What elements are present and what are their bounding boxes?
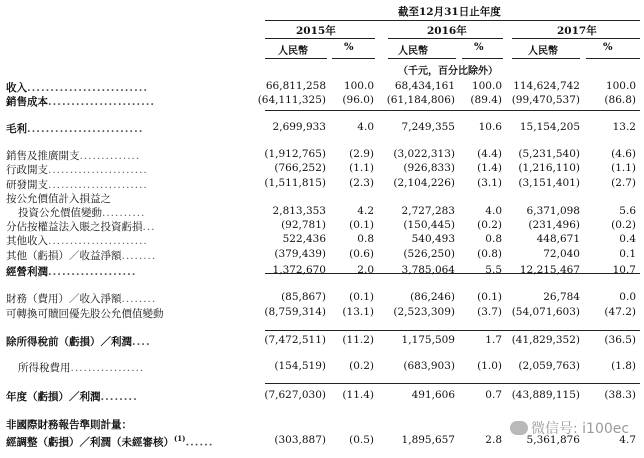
- table-cell: 66,811,258: [265, 80, 326, 92]
- row-label-text: 其他收入: [6, 235, 48, 247]
- table-cell: (1.8): [611, 360, 636, 372]
- row-label-text: 財務（費用）／收入淨額: [6, 293, 122, 305]
- table-cell: (13.1): [342, 306, 374, 318]
- table-cell: 2.0: [357, 264, 374, 276]
- table-cell: 491,606: [411, 389, 455, 401]
- subtotal-rule-year: [265, 383, 640, 384]
- row-label: [6, 291, 156, 306]
- table-cell: 114,624,742: [513, 80, 580, 92]
- subtotal-rule-pretax: [265, 330, 640, 331]
- table-cell: 12,215,467: [519, 264, 580, 276]
- row-label: [6, 94, 155, 109]
- table-cell: (683,903): [403, 360, 455, 372]
- table-cell: 15,154,205: [519, 121, 580, 133]
- leader-dots: ........: [121, 293, 157, 305]
- table-cell: (3.1): [477, 177, 502, 189]
- table-cell: (303,887): [274, 434, 326, 446]
- table-cell: (11.2): [342, 334, 374, 346]
- table-cell: (92,781): [281, 219, 326, 231]
- table-cell: (926,833): [403, 162, 455, 174]
- table-cell: 4.0: [357, 121, 374, 133]
- table-cell: (766,252): [274, 162, 326, 174]
- row-label-text: 收入: [6, 82, 27, 94]
- year-2016: 2016年: [427, 25, 467, 37]
- table-cell: (43,889,115): [511, 389, 580, 401]
- table-cell: 26,784: [543, 291, 580, 303]
- table-cell: 0.0: [619, 291, 636, 303]
- table-cell: 5,361,876: [526, 434, 580, 446]
- table-cell: (3,151,401): [518, 177, 580, 189]
- table-cell: (1.1): [349, 162, 374, 174]
- table-cell: (4.6): [611, 148, 636, 160]
- leader-dots: ....: [132, 336, 151, 348]
- table-cell: (2,523,309): [393, 306, 455, 318]
- col-rule-rmb-2015: [265, 58, 327, 59]
- table-cell: 0.4: [619, 233, 636, 245]
- table-cell: 1.7: [485, 334, 502, 346]
- table-cell: (2,059,763): [518, 360, 580, 372]
- row-label-text: 非國際財務報告準則計量：: [6, 419, 132, 431]
- leader-dots: ..........................: [27, 82, 149, 94]
- row-label: [6, 162, 148, 177]
- leader-dots: .......................: [48, 179, 148, 191]
- table-cell: (231,496): [528, 219, 580, 231]
- table-cell: (36.5): [604, 334, 636, 346]
- table-cell: 13.2: [612, 121, 636, 133]
- table-cell: (61,184,806): [386, 94, 455, 106]
- table-cell: (11.4): [342, 389, 374, 401]
- table-cell: (0.6): [349, 248, 374, 260]
- table-cell: 540,493: [411, 233, 455, 245]
- col-pct-2017: %: [603, 42, 613, 53]
- leader-dots: .........................: [27, 123, 144, 135]
- table-cell: (64,111,325): [257, 94, 326, 106]
- year-2017: 2017年: [557, 25, 597, 37]
- table-cell: 10.7: [612, 264, 636, 276]
- table-cell: (0.1): [349, 291, 374, 303]
- row-label: [6, 80, 148, 95]
- table-cell: (2.3): [349, 177, 374, 189]
- table-cell: (38.3): [604, 389, 636, 401]
- table-cell: 0.8: [485, 233, 502, 245]
- col-rmb-2017: 人民幣: [528, 46, 558, 57]
- table-cell: 522,436: [282, 233, 326, 245]
- table-cell: 100.0: [605, 80, 636, 92]
- table-cell: 5.5: [485, 264, 502, 276]
- row-label: [6, 233, 148, 248]
- table-cell: (1.4): [477, 162, 502, 174]
- table-cell: (85,867): [281, 291, 326, 303]
- table-cell: 2.8: [485, 434, 502, 446]
- row-label: [6, 306, 164, 321]
- table-cell: 1,895,657: [401, 434, 455, 446]
- col-pct-2016: %: [474, 42, 484, 53]
- table-cell: (1,511,815): [264, 177, 326, 189]
- header-rule-top: [265, 20, 640, 21]
- unit-note: （千元，百分比除外）: [398, 66, 498, 77]
- col-rule-pct-2015: [332, 58, 375, 59]
- table-cell: (7,627,030): [264, 389, 326, 401]
- row-label: [6, 434, 213, 450]
- table-cell: (2.7): [611, 177, 636, 189]
- wechat-watermark: [510, 418, 640, 440]
- table-cell: (41,829,352): [511, 334, 580, 346]
- table-cell: 0.8: [357, 233, 374, 245]
- table-cell: 4.2: [357, 205, 374, 217]
- leader-dots: ...: [142, 221, 156, 233]
- table-cell: 2,699,933: [272, 121, 326, 133]
- col-rule-rmb-2017: [512, 58, 580, 59]
- leader-dots: ........: [100, 391, 138, 403]
- table-cell: (526,250): [403, 248, 455, 260]
- table-header-title: 截至12月31日止年度: [398, 6, 501, 18]
- row-label: [6, 191, 111, 206]
- row-label: [6, 121, 143, 136]
- row-label: [18, 360, 144, 375]
- row-label: [18, 205, 145, 220]
- year-rule-2015: [265, 38, 375, 39]
- row-label-text: 年度（虧損）／利潤: [6, 391, 101, 403]
- table-cell: 100.0: [343, 80, 374, 92]
- table-cell: 448,671: [536, 233, 580, 245]
- row-label-text: 經營利潤: [6, 266, 48, 278]
- leader-dots: ..............: [79, 150, 141, 162]
- table-cell: 4.7: [619, 434, 636, 446]
- row-label-text: 按公允價值計入損益之: [6, 193, 111, 205]
- table-cell: 6,371,098: [526, 205, 580, 217]
- watermark-text: 微信号: i100ec: [531, 421, 630, 437]
- col-rule-rmb-2016: [388, 58, 456, 59]
- table-cell: (86.8): [604, 94, 636, 106]
- table-cell: (0.2): [611, 219, 636, 231]
- table-cell: 1,372,670: [272, 264, 326, 276]
- col-rule-pct-2017: [586, 58, 640, 59]
- table-cell: (0.2): [349, 360, 374, 372]
- year-rule-2016: [388, 38, 503, 39]
- row-label: [6, 148, 140, 163]
- row-label: [6, 264, 136, 279]
- leader-dots: .......................: [48, 164, 148, 176]
- row-label: [6, 389, 138, 404]
- row-label-text: 銷售及推廣開支: [6, 150, 80, 162]
- col-rmb-2015: 人民幣: [278, 46, 308, 57]
- table-cell: 10.6: [478, 121, 502, 133]
- table-cell: (47.2): [604, 306, 636, 318]
- table-cell: (99,470,537): [511, 94, 580, 106]
- table-cell: 1,175,509: [401, 334, 455, 346]
- table-cell: (3,022,313): [393, 148, 455, 160]
- table-cell: 3,785,064: [401, 264, 455, 276]
- leader-dots: ...................: [48, 266, 137, 278]
- year-2015: 2015年: [296, 25, 336, 37]
- leader-dots: .......................: [48, 235, 148, 247]
- row-label-text: 所得稅費用: [18, 362, 71, 374]
- row-label-text: 投資公允價值變動: [18, 207, 102, 219]
- leader-dots: ......: [185, 436, 214, 449]
- row-label-text: 經調整（虧損）／利潤（未經審核）: [6, 436, 174, 449]
- table-cell: 2,813,353: [272, 205, 326, 217]
- table-cell: (7,472,511): [264, 334, 326, 346]
- row-label: [6, 177, 148, 192]
- table-cell: (1,912,765): [264, 148, 326, 160]
- table-cell: (1.1): [611, 162, 636, 174]
- col-rule-pct-2016: [462, 58, 503, 59]
- row-label-text: 銷售成本: [6, 96, 48, 108]
- row-label-text: 行政開支: [6, 164, 48, 176]
- table-cell: (379,439): [274, 248, 326, 260]
- row-label: [6, 248, 156, 263]
- table-cell: (2.9): [349, 148, 374, 160]
- table-cell: (4.4): [477, 148, 502, 160]
- table-cell: (0.5): [349, 434, 374, 446]
- subtotal-rule-operating: [265, 273, 640, 274]
- row-label-text: 分佔按權益法入賬之投資虧損: [6, 221, 143, 233]
- footnote-marker: (1): [174, 434, 186, 443]
- row-label-text: 可轉換可贖回優先股公允價值變動: [6, 308, 164, 320]
- table-cell: (154,519): [274, 360, 326, 372]
- table-cell: 0.1: [619, 248, 636, 260]
- table-cell: (2,104,226): [393, 177, 455, 189]
- row-label: [6, 219, 156, 234]
- table-cell: 4.0: [485, 205, 502, 217]
- table-cell: (150,445): [403, 219, 455, 231]
- wechat-icon: [510, 421, 528, 435]
- table-cell: (0.1): [477, 291, 502, 303]
- table-cell: (86,246): [410, 291, 455, 303]
- table-cell: (0.1): [349, 219, 374, 231]
- leader-dots: ..........: [102, 207, 146, 219]
- table-cell: 100.0: [471, 80, 502, 92]
- row-label-text: 毛利: [6, 123, 27, 135]
- table-cell: (54,071,603): [511, 306, 580, 318]
- subtotal-rule-gross: [265, 110, 640, 111]
- table-cell: 68,434,161: [394, 80, 455, 92]
- col-rmb-2016: 人民幣: [398, 46, 428, 57]
- row-label: [6, 334, 151, 349]
- table-cell: (1,216,110): [518, 162, 580, 174]
- table-cell: 2,727,283: [401, 205, 455, 217]
- col-pct-2015: %: [344, 42, 354, 53]
- table-cell: 72,040: [543, 248, 580, 260]
- row-label-text: 除所得稅前（虧損）／利潤: [6, 336, 132, 348]
- table-cell: 5.6: [619, 205, 636, 217]
- table-cell: (1.0): [477, 360, 502, 372]
- table-cell: (89.4): [470, 94, 502, 106]
- year-rule-2017: [512, 38, 640, 39]
- table-cell: (8,759,314): [264, 306, 326, 318]
- table-cell: 7,249,355: [401, 121, 455, 133]
- row-label-text: 其他（虧損）／收益淨額: [6, 250, 122, 262]
- leader-dots: ........: [121, 250, 157, 262]
- table-cell: (96.0): [342, 94, 374, 106]
- row-label: [6, 417, 132, 432]
- table-cell: (5,231,540): [518, 148, 580, 160]
- table-cell: (3.7): [477, 306, 502, 318]
- table-cell: 0.7: [485, 389, 502, 401]
- row-label-text: 研發開支: [6, 179, 48, 191]
- leader-dots: .......................: [48, 96, 156, 108]
- leader-dots: .................: [70, 362, 145, 374]
- table-cell: (0.8): [477, 248, 502, 260]
- table-cell: (0.2): [477, 219, 502, 231]
